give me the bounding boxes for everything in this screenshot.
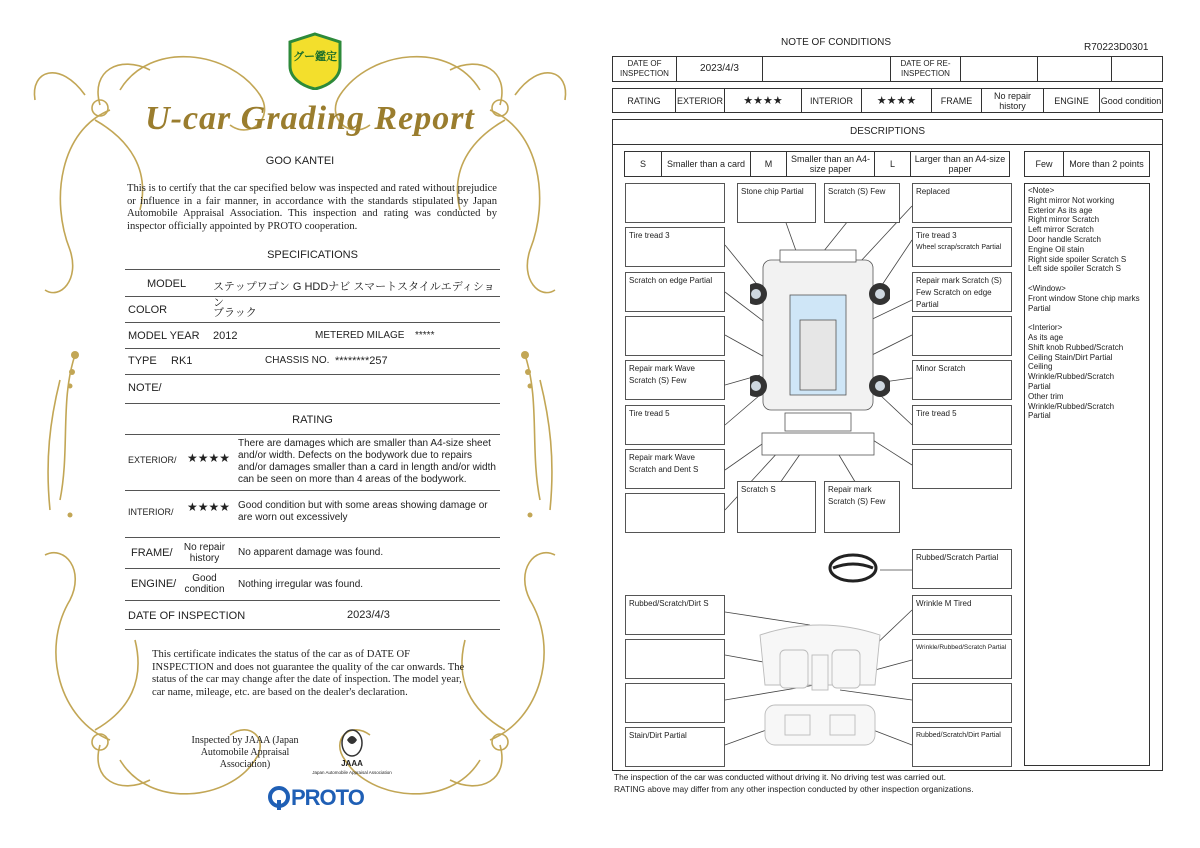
model-label: MODEL bbox=[147, 278, 187, 290]
callout-empty bbox=[625, 316, 725, 356]
jaaa-logo-caption: Japan Automobile Appraisal Association bbox=[312, 770, 392, 775]
legend-s: S bbox=[625, 152, 662, 176]
date-of-inspection-value: 2023/4/3 bbox=[677, 57, 763, 81]
color-label: COLOR bbox=[128, 304, 168, 316]
metered-milage-value: ***** bbox=[415, 330, 435, 341]
wheel-scrap-text: Wheel scrap/scratch Partial bbox=[916, 244, 1002, 251]
engine-label: ENGINE bbox=[1044, 89, 1100, 112]
description-line: Partial bbox=[1028, 381, 1051, 391]
rating-row-exterior bbox=[125, 435, 500, 491]
rating-row-frame bbox=[125, 538, 500, 569]
interior-label: INTERIOR bbox=[802, 89, 862, 112]
interior-stars: ★★★★ bbox=[187, 500, 231, 514]
report-subtitle: GOO KANTEI bbox=[265, 155, 335, 167]
legend-l: L bbox=[875, 152, 911, 176]
callout-scratch-few-top: Scratch (S) Few bbox=[824, 183, 900, 223]
description-line: Left side spoiler Scratch S bbox=[1028, 264, 1121, 274]
legend-l-desc: Larger than an A4-size paper bbox=[914, 154, 1006, 174]
date-value: 2023/4/3 bbox=[347, 609, 390, 621]
engine-value: Good condition bbox=[184, 573, 225, 595]
specifications-heading: SPECIFICATIONS bbox=[267, 249, 358, 261]
interior-description: Good condition but with some areas showing damage or are worn out excessively bbox=[238, 500, 488, 523]
description-line: <Interior> bbox=[1028, 323, 1063, 333]
spec-row-note bbox=[125, 375, 500, 404]
model-year-label: MODEL YEAR bbox=[128, 330, 200, 342]
spec-row-model bbox=[125, 270, 500, 309]
frame-label: FRAME bbox=[932, 89, 982, 112]
callout-empty bbox=[912, 449, 1012, 489]
model-year-value: 2012 bbox=[213, 330, 238, 342]
report-id: R70223D0301 bbox=[1084, 42, 1149, 53]
steering-wheel-icon bbox=[827, 552, 879, 584]
re-inspection-label: DATE OF RE-INSPECTION bbox=[891, 57, 961, 81]
callout-empty bbox=[625, 639, 725, 679]
callout-empty bbox=[625, 683, 725, 723]
proto-logo-text: PROTO bbox=[291, 785, 364, 810]
exterior-stars: ★★★★ bbox=[725, 89, 802, 112]
legend-m-desc: Smaller than an A4-size paper bbox=[787, 152, 875, 176]
proto-logo bbox=[268, 785, 378, 811]
footer-note-1: The inspection of the car was conducted without driving it. No driving test was carried out. bbox=[614, 772, 946, 782]
car-interior-diagram bbox=[750, 615, 890, 750]
note-label: NOTE/ bbox=[128, 382, 162, 394]
rating-label: RATING bbox=[613, 89, 676, 112]
badge-text: グー鑑定 bbox=[293, 51, 337, 63]
type-label: TYPE bbox=[128, 355, 157, 367]
rating-heading: RATING bbox=[292, 414, 333, 426]
spec-row-color bbox=[125, 297, 500, 323]
callout-tire-tread-5-left: Tire tread 5 bbox=[625, 405, 725, 445]
callout-replaced: Replaced bbox=[912, 183, 1012, 223]
tire-tread-text: Tire tread 3 bbox=[916, 231, 957, 240]
frame-value: No repair history bbox=[183, 542, 226, 564]
callout-tire-tread-right bbox=[912, 227, 1012, 267]
callout-tire-tread-left: Tire tread 3 bbox=[625, 227, 725, 267]
jaaa-emblem-icon bbox=[340, 728, 364, 758]
rating-row-interior bbox=[125, 491, 500, 538]
car-topview-diagram bbox=[750, 245, 890, 460]
jaaa-logo-text: JAAA bbox=[341, 759, 363, 768]
description-line: Other trim bbox=[1028, 391, 1064, 401]
footer-disclaimer: This certificate indicates the status of the car as of DATE OF INSPECTION and does not guarantee the quality of the car onwards. The status of the car may change after the date of inspection. The model year, car name, mileage, etc. are based on the dealer's declaration. bbox=[152, 649, 465, 698]
note-of-conditions-sheet bbox=[600, 0, 1200, 848]
color-value: ブラック bbox=[213, 307, 257, 319]
description-line: Ceiling bbox=[1028, 362, 1053, 372]
description-line: Right side spoiler Scratch S bbox=[1028, 254, 1127, 264]
callout-repair-mark-right: Repair mark Scratch (S) Few Scratch on edge Partial bbox=[912, 272, 1012, 312]
description-line: Front window Stone chip marks bbox=[1028, 293, 1140, 303]
description-line: Engine Oil stain bbox=[1028, 244, 1085, 254]
legend-few: Few bbox=[1025, 152, 1064, 176]
jaaa-logo bbox=[312, 728, 392, 780]
description-line: As its age bbox=[1028, 332, 1064, 342]
intro-paragraph: This is to certify that the car specified below was inspected and rated without prejudice or influence in a fair manner, in accordance with the standards stipulated by Japan Automobile Appraisal Association. This inspection and rating was conducted by inspector officially appointed by PROTO cooperation. bbox=[127, 183, 497, 232]
callout-tire-tread-5-right: Tire tread 5 bbox=[912, 405, 1012, 445]
callout-rubbed-dirt: Rubbed/Scratch/Dirt S bbox=[625, 595, 725, 635]
chassis-label: CHASSIS NO. bbox=[265, 355, 330, 366]
callout-empty bbox=[625, 493, 725, 533]
frame-label: FRAME/ bbox=[131, 547, 173, 559]
goo-kantei-badge bbox=[288, 32, 342, 86]
exterior-label: EXTERIOR/ bbox=[128, 455, 177, 465]
interior-stars: ★★★★ bbox=[862, 89, 932, 112]
interior-label: INTERIOR/ bbox=[128, 507, 174, 517]
description-line: Ceiling Stain/Dirt Partial bbox=[1028, 352, 1113, 362]
callout-rubbed-dirt-partial: Rubbed/Scratch/Dirt Partial bbox=[912, 727, 1012, 767]
callout-scratch-edge: Scratch on edge Partial bbox=[625, 272, 725, 312]
callout-stone-chip: Stone chip Partial bbox=[737, 183, 816, 223]
chassis-value: ********257 bbox=[335, 355, 388, 367]
model-value: ステップワゴン G HDDナビ スマートスタイルエディション bbox=[213, 281, 495, 309]
spec-row-type bbox=[125, 349, 500, 375]
date-label: DATE OF INSPECTION bbox=[128, 610, 246, 622]
callout-wrinkle-rubbed: Wrinkle/Rubbed/Scratch Partial bbox=[912, 639, 1012, 679]
exterior-description: There are damages which are smaller than A4-size sheet and/or width. Defects on the bodywork due to repairs and/or damages smaller than a card in length and/or width can be seen on more than 4 areas of the bodywork. bbox=[238, 438, 496, 485]
description-line: Wrinkle/Rubbed/Scratch bbox=[1028, 401, 1115, 411]
descriptions-heading: DESCRIPTIONS bbox=[612, 119, 1163, 145]
callout-empty bbox=[912, 316, 1012, 356]
footer-note-2: RATING above may differ from any other inspection conducted by other inspection organizations. bbox=[614, 784, 974, 794]
proto-mark-icon bbox=[268, 786, 290, 810]
engine-value: Good condition bbox=[1100, 95, 1162, 106]
exterior-label: EXTERIOR bbox=[676, 89, 725, 112]
frame-value: No repair history bbox=[982, 89, 1044, 112]
legend-m: M bbox=[751, 152, 787, 176]
description-line: Exterior As its age bbox=[1028, 205, 1093, 215]
description-line: Door handle Scratch bbox=[1028, 234, 1101, 244]
frame-description: No apparent damage was found. bbox=[238, 547, 384, 558]
report-title: U-car Grading Report bbox=[145, 100, 475, 137]
description-line: Wrinkle/Rubbed/Scratch bbox=[1028, 372, 1115, 382]
callout-empty bbox=[625, 183, 725, 223]
legend-few-desc: More than 2 points bbox=[1069, 159, 1144, 169]
callout-stain-dirt: Stain/Dirt Partial bbox=[625, 727, 725, 767]
rating-row-engine bbox=[125, 569, 500, 601]
callout-wrinkle: Wrinkle M Tired bbox=[912, 595, 1012, 635]
description-line: Right mirror Not working bbox=[1028, 195, 1115, 205]
description-line: Left mirror Scratch bbox=[1028, 225, 1094, 235]
date-of-inspection-label: DATE OF INSPECTION bbox=[613, 57, 677, 81]
notes-title: NOTE OF CONDITIONS bbox=[781, 37, 891, 48]
callout-rubbed-scratch-wheel: Rubbed/Scratch Partial bbox=[912, 549, 1012, 589]
callout-empty bbox=[912, 683, 1012, 723]
callout-repair-wave: Repair mark Wave Scratch (S) Few bbox=[625, 360, 725, 400]
description-line: Shift knob Rubbed/Scratch bbox=[1028, 342, 1124, 352]
callout-minor-scratch: Minor Scratch bbox=[912, 360, 1012, 400]
engine-description: Nothing irregular was found. bbox=[238, 579, 364, 590]
legend-s-desc: Smaller than a card bbox=[662, 152, 751, 176]
inspected-by: Inspected by JAAA (Japan Automobile Appraisal Association) bbox=[191, 735, 299, 770]
spec-row-year bbox=[125, 323, 500, 349]
date-of-inspection-row bbox=[125, 601, 500, 630]
description-line: Right mirror Scratch bbox=[1028, 215, 1100, 225]
engine-label: ENGINE/ bbox=[131, 578, 177, 590]
type-value: RK1 bbox=[171, 355, 193, 367]
description-line: <Window> bbox=[1028, 283, 1066, 293]
callout-repair-mark-bottom: Repair mark Scratch (S) Few bbox=[824, 481, 900, 533]
description-line: Partial bbox=[1028, 303, 1051, 313]
description-line: Partial bbox=[1028, 411, 1051, 421]
exterior-stars: ★★★★ bbox=[187, 451, 231, 465]
metered-milage-label: METERED MILAGE bbox=[315, 330, 405, 341]
callout-repair-wave-dent: Repair mark Wave Scratch and Dent S bbox=[625, 449, 725, 489]
description-line: <Note> bbox=[1028, 186, 1055, 195]
callout-scratch-s: Scratch S bbox=[737, 481, 816, 533]
